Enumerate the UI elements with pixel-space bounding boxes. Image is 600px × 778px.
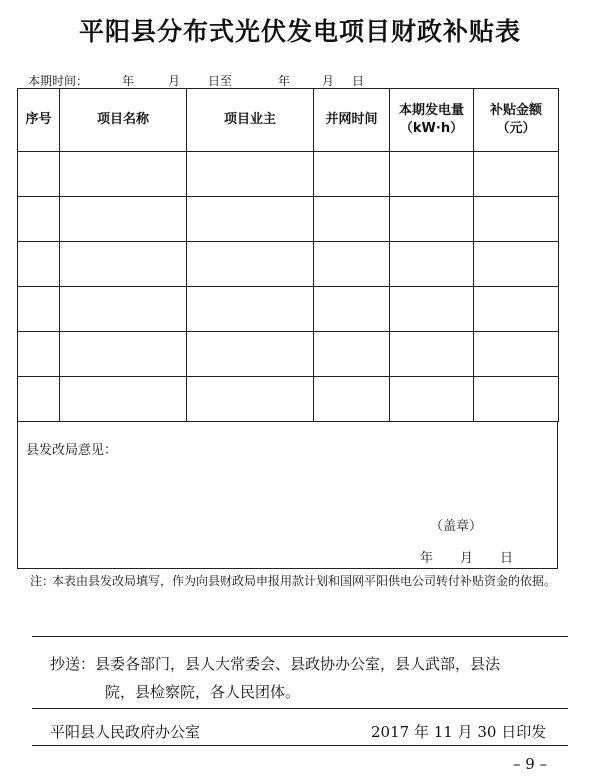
table-cell[interactable]: [18, 197, 60, 242]
table-cell[interactable]: [60, 242, 187, 287]
table-cell[interactable]: [390, 287, 474, 332]
table-row: [18, 377, 559, 422]
table-cell[interactable]: [18, 332, 60, 377]
header-serial-number: 序号: [18, 89, 60, 152]
opinion-label: 县发改局意见：: [26, 443, 118, 458]
table-cell[interactable]: [390, 242, 474, 287]
header-project-owner: 项目业主: [187, 89, 314, 152]
cc-line-1: 抄送：县委各部门，县人大常委会、县政协办公室，县人武部，县法: [50, 655, 501, 673]
table-cell[interactable]: [187, 287, 314, 332]
table-cell[interactable]: [474, 287, 559, 332]
table-cell[interactable]: [60, 377, 187, 422]
table-row: [18, 287, 559, 332]
table-row: [18, 242, 559, 287]
table-cell[interactable]: [18, 152, 60, 197]
opinion-month: 月: [460, 551, 474, 566]
divider-middle: [32, 708, 568, 709]
divider-bottom: [32, 745, 568, 746]
subsidy-table: [17, 88, 559, 422]
table-row: [18, 197, 559, 242]
period-month-from: 月: [168, 74, 181, 88]
table-cell[interactable]: [60, 197, 187, 242]
table-cell[interactable]: [474, 242, 559, 287]
header-project-name: 项目名称: [60, 89, 187, 152]
table-cell[interactable]: [60, 152, 187, 197]
cc-list: [50, 650, 555, 706]
table-cell[interactable]: [18, 242, 60, 287]
table-cell[interactable]: [474, 152, 559, 197]
table-cell[interactable]: [187, 152, 314, 197]
table-cell[interactable]: [390, 197, 474, 242]
period-day-end: 日: [352, 74, 365, 88]
header-power-unit: （kW·h）: [399, 121, 464, 136]
table-cell[interactable]: [187, 197, 314, 242]
table-cell[interactable]: [187, 377, 314, 422]
period-year-to: 年: [278, 74, 291, 88]
table-row: [18, 332, 559, 377]
opinion-year: 年: [420, 551, 434, 566]
table-cell[interactable]: [314, 287, 390, 332]
table-cell[interactable]: [314, 152, 390, 197]
seal-placeholder: （盖章）: [430, 519, 483, 534]
table-cell[interactable]: [187, 242, 314, 287]
issue-date: 2017 年 11 月 30 日印发: [371, 723, 547, 741]
divider-top: [32, 636, 568, 637]
period-day-to: 日至: [208, 74, 233, 88]
table-cell[interactable]: [390, 332, 474, 377]
table-cell[interactable]: [314, 197, 390, 242]
table-cell[interactable]: [60, 332, 187, 377]
header-grid-connection-time: 并网时间: [314, 89, 390, 152]
header-amount-label: 补贴金额: [489, 103, 542, 118]
note-prefix: 注：: [30, 574, 55, 588]
table-cell[interactable]: [314, 332, 390, 377]
table-cell[interactable]: [474, 377, 559, 422]
period-year-from: 年: [122, 74, 135, 88]
header-subsidy-amount: [474, 89, 559, 152]
table-cell[interactable]: [314, 242, 390, 287]
table-header-row: [18, 89, 559, 152]
issuing-office: 平阳县人民政府办公室: [50, 723, 201, 741]
table-note: [30, 572, 570, 590]
document-title: 平阳县分布式光伏发电项目财政补贴表: [78, 17, 521, 46]
table-cell[interactable]: [187, 332, 314, 377]
header-amount-unit: （元）: [496, 121, 536, 136]
table-cell[interactable]: [474, 332, 559, 377]
period-label: 本期时间：: [28, 74, 89, 88]
opinion-box: [17, 421, 558, 569]
period-month-to: 月: [322, 74, 335, 88]
table-cell[interactable]: [18, 287, 60, 332]
cc-line-2: 院，县检察院，各人民团体。: [105, 683, 301, 701]
opinion-day: 日: [500, 551, 514, 566]
table-cell[interactable]: [390, 377, 474, 422]
period-line: [0, 72, 600, 88]
table-cell[interactable]: [18, 377, 60, 422]
table-cell[interactable]: [60, 287, 187, 332]
header-power-label: 本期发电量: [398, 103, 464, 118]
table-cell[interactable]: [314, 377, 390, 422]
table-row: [18, 152, 559, 197]
page-number: – 9 –: [513, 755, 548, 773]
table-cell[interactable]: [474, 197, 559, 242]
note-text: 本表由县发改局填写，作为向县财政局申报用款计划和国网平阳供电公司转付补贴资金的依据。: [52, 574, 557, 588]
table-cell[interactable]: [390, 152, 474, 197]
header-power-generation: [390, 89, 474, 152]
